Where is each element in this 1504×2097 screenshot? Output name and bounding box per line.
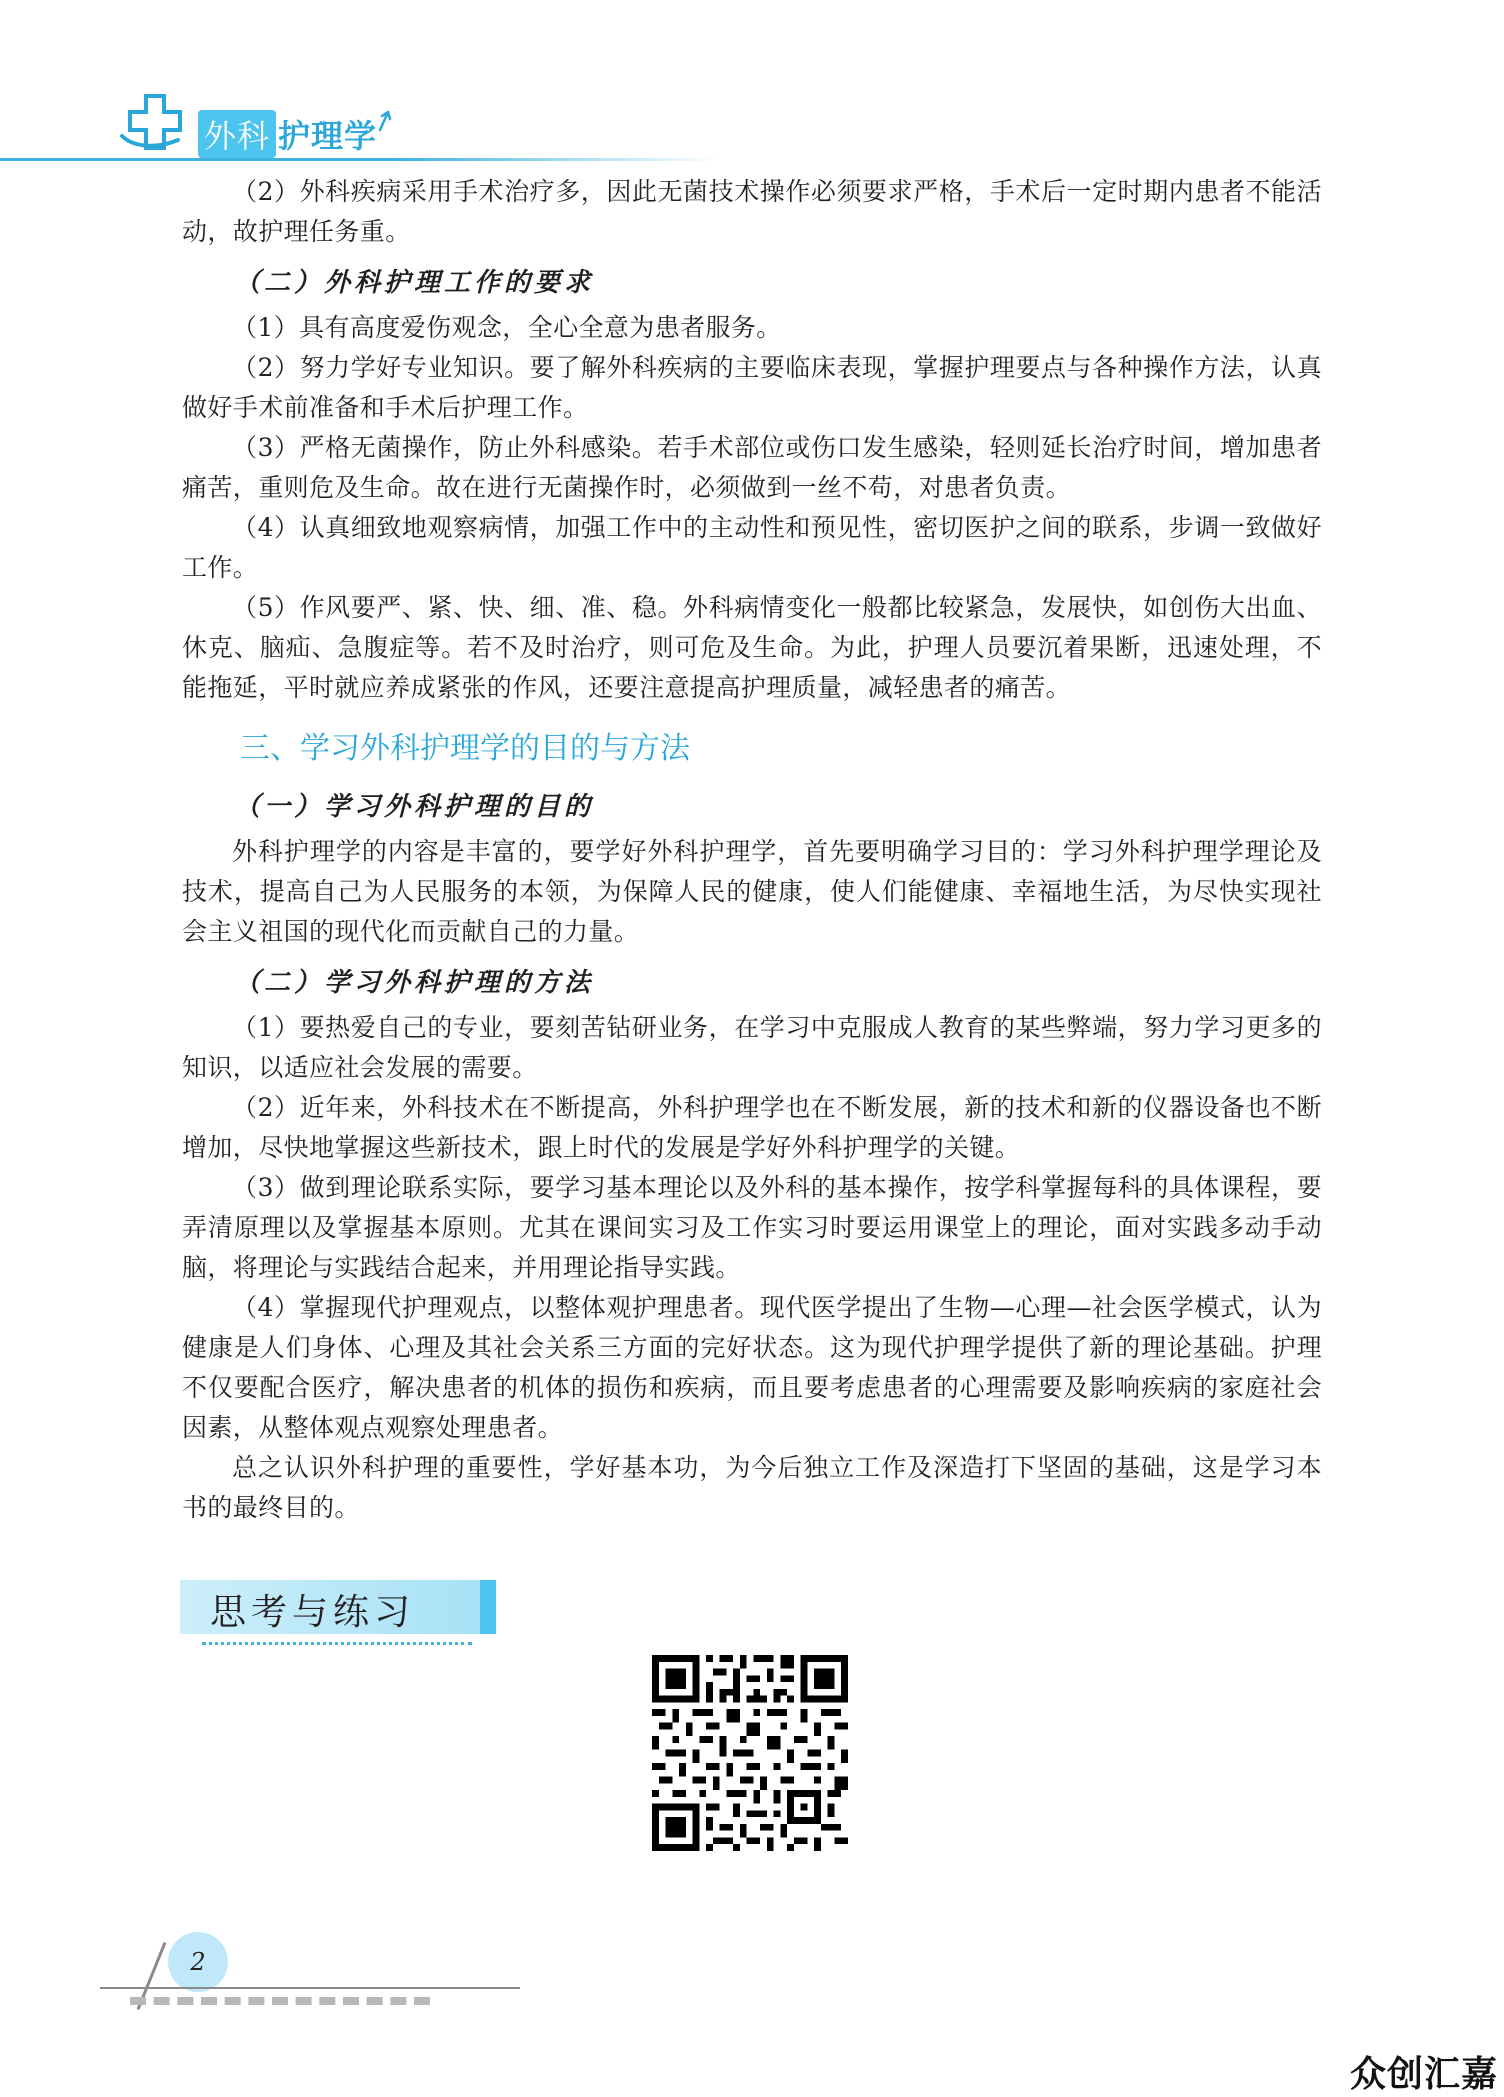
subsection-heading: （二）外科护理工作的要求: [234, 268, 595, 298]
list-item: （5）作风要严、紧、快、细、准、稳。外科病情变化一般都比较紧急，发展快，如创伤大出血、休克、脑疝、急腹症等。若不及时治疗，则可危及生命。为此，护理人员要沉着果断，迅速处理，不能拖延，平时就应养成紧张的作风，还要注意提高护理质量，减轻患者的痛苦。: [182, 593, 1322, 702]
footer-dashes: [130, 1997, 430, 2005]
watermark: 众创汇嘉: [1349, 2054, 1498, 2095]
qr-code[interactable]: [652, 1655, 848, 1851]
header-rule: [0, 158, 720, 161]
list-item: （1）具有高度爱伤观念，全心全意为患者服务。: [232, 313, 782, 342]
book-title: [196, 112, 377, 156]
footer-rule: [100, 1987, 520, 1989]
book-title-part1: 外科: [198, 110, 276, 158]
page-number-badge: [168, 1932, 228, 1992]
paragraph: （2）外科疾病采用手术治疗多，因此无菌技术操作必须要求严格，手术后一定时期内患者不能活动，故护理任务重。: [182, 177, 1322, 246]
list-item: （4）掌握现代护理观点，以整体观护理患者。现代医学提出了生物—心理—社会医学模式，认为健康是人们身体、心理及其社会关系三方面的完好状态。这为现代护理学提供了新的理论基础。护理不仅要配合医疗，解决患者的机体的损伤和疾病，而且要考虑患者的心理需要及影响疾病的家庭社会因素，从整体观点观察处理患者。: [182, 1293, 1322, 1442]
arrow-icon: [376, 108, 394, 132]
book-title-part2: 护理学: [278, 117, 378, 155]
exercise-banner-tab: [480, 1580, 496, 1634]
list-item: （2）努力学好专业知识。要了解外科疾病的主要临床表现，掌握护理要点与各种操作方法，认真做好手术前准备和手术后护理工作。: [182, 353, 1322, 422]
list-item: （4）认真细致地观察病情，加强工作中的主动性和预见性，密切医护之间的联系，步调一致做好工作。: [182, 513, 1322, 582]
paragraph: 外科护理学的内容是丰富的，要学好外科护理学，首先要明确学习目的：学习外科护理学理论及技术，提高自己为人民服务的本领，为保障人民的健康，使人们能健康、幸福地生活，为尽快实现社会主义祖国的现代化而贡献自己的力量。: [182, 837, 1322, 946]
list-item: （1）要热爱自己的专业，要刻苦钻研业务，在学习中克服成人教育的某些弊端，努力学习更多的知识，以适应社会发展的需要。: [182, 1013, 1322, 1082]
medical-cross-icon: [118, 92, 194, 152]
section-heading: 三、学习外科护理学的目的与方法: [240, 731, 690, 766]
subsection-heading: （二）学习外科护理的方法: [234, 968, 595, 998]
page-header: [0, 0, 1504, 175]
list-item: （3）做到理论联系实际，要学习基本理论以及外科的基本操作，按学科掌握每科的具体课程，要弄清原理以及掌握基本原则。尤其在课间实习及工作实习时要运用课堂上的理论，面对实践多动手动脑，将理论与实践结合起来，并用理论指导实践。: [182, 1173, 1322, 1282]
list-item: （3）严格无菌操作，防止外科感染。若手术部位或伤口发生感染，轻则延长治疗时间，增加患者痛苦，重则危及生命。故在进行无菌操作时，必须做到一丝不苟，对患者负责。: [182, 433, 1322, 502]
exercise-title: 思考与练习: [210, 1592, 416, 1633]
exercise-underline: [202, 1642, 472, 1645]
paragraph: 总之认识外科护理的重要性，学好基本功，为今后独立工作及深造打下坚固的基础，这是学习本书的最终目的。: [182, 1453, 1322, 1522]
page-number: 2: [190, 1948, 206, 1976]
exercise-banner: [180, 1580, 500, 1646]
subsection-heading: （一）学习外科护理的目的: [234, 792, 595, 822]
list-item: （2）近年来，外科技术在不断提高，外科护理学也在不断发展，新的技术和新的仪器设备也不断增加，尽快地掌握这些新技术，跟上时代的发展是学好外科护理学的关键。: [182, 1093, 1322, 1162]
main-content: [182, 172, 1322, 1528]
